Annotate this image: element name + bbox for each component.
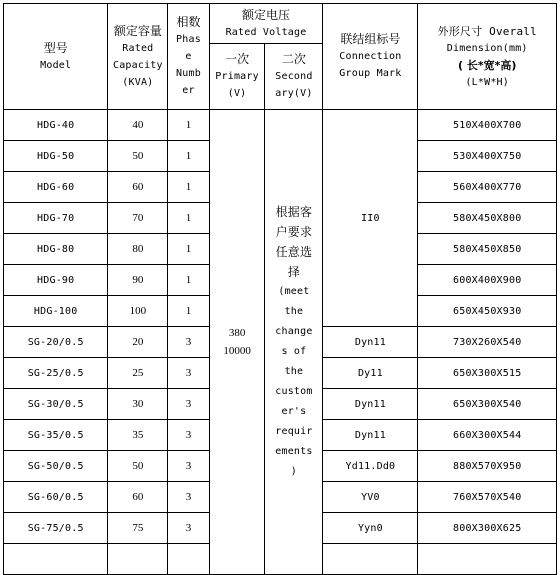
cell-dimension: 650X300X515 <box>418 358 557 389</box>
cell-dimension: 560X400X770 <box>418 172 557 203</box>
header-phase <box>168 4 209 110</box>
header-voltage-en: Rated Voltage <box>225 26 307 38</box>
cell-dimension <box>418 544 557 575</box>
cell-group-mark: YV0 <box>323 482 418 513</box>
header-voltage-cn: 额定电压 <box>242 7 291 22</box>
cell-model: SG-75/0.5 <box>4 513 108 544</box>
secondary-note-en-line: requir <box>275 426 313 437</box>
secondary-note-cn-line: 择 <box>287 265 301 279</box>
cell-model: SG-20/0.5 <box>4 327 108 358</box>
cell-group-mark: Dyn11 <box>323 327 418 358</box>
primary-voltage-value: 10000 <box>223 345 251 357</box>
cell-capacity: 100 <box>108 296 168 327</box>
header-primary-cn: 一次 <box>225 52 250 66</box>
cell-dimension: 600X400X900 <box>418 265 557 296</box>
header-secondary-en-1: Second <box>275 71 313 82</box>
spec-table-wrapper <box>3 3 557 575</box>
secondary-note-cn-line: 户要求 <box>275 225 313 239</box>
transformer-spec-table <box>3 3 557 575</box>
cell-model: SG-30/0.5 <box>4 389 108 420</box>
cell-capacity: 50 <box>108 141 168 172</box>
cell-phase: 3 <box>168 420 209 451</box>
cell-phase: 1 <box>168 296 209 327</box>
cell-group-mark: Yd11.Dd0 <box>323 451 418 482</box>
cell-capacity: 70 <box>108 203 168 234</box>
header-group <box>323 4 418 110</box>
cell-model: HDG-60 <box>4 172 108 203</box>
cell-capacity: 90 <box>108 265 168 296</box>
cell-model: SG-50/0.5 <box>4 451 108 482</box>
cell-group-mark: Dyn11 <box>323 420 418 451</box>
secondary-note-en-line: the <box>284 306 304 317</box>
cell-group-mark: Dyn11 <box>323 389 418 420</box>
header-secondary-en-2: ary(V) <box>275 88 313 99</box>
secondary-note-cn-line: 任意选 <box>275 245 313 259</box>
secondary-note-en-line: (meet <box>278 286 310 297</box>
header-capacity <box>108 4 168 110</box>
primary-voltage-value: 380 <box>228 327 246 339</box>
secondary-note-en-line: custom <box>275 386 313 397</box>
cell-dimension: 650X450X930 <box>418 296 557 327</box>
cell-phase: 3 <box>168 327 209 358</box>
cell-model: SG-25/0.5 <box>4 358 108 389</box>
header-phase-cn: 相数 <box>176 15 201 29</box>
header-secondary <box>265 44 323 110</box>
secondary-note-en-line: ements <box>275 446 313 457</box>
cell-capacity: 60 <box>108 172 168 203</box>
cell-phase: 1 <box>168 203 209 234</box>
cell-primary-voltage <box>209 110 265 575</box>
secondary-note-cn-line: 根据客 <box>275 205 313 219</box>
cell-phase: 1 <box>168 110 209 141</box>
secondary-note-en-line: s of <box>281 346 307 357</box>
header-dimension-en-2: (L*W*H) <box>465 76 509 88</box>
cell-group-mark-hdg: II0 <box>323 110 418 327</box>
cell-phase: 3 <box>168 482 209 513</box>
header-capacity-unit: (KVA) <box>122 76 154 88</box>
header-capacity-cn: 额定容量 <box>113 23 162 38</box>
header-group-en-1: Connection <box>339 51 402 62</box>
cell-model: HDG-90 <box>4 265 108 296</box>
cell-model <box>4 544 108 575</box>
secondary-note-en-line: change <box>275 326 313 337</box>
cell-model: HDG-70 <box>4 203 108 234</box>
header-primary <box>209 44 265 110</box>
cell-dimension: 880X570X950 <box>418 451 557 482</box>
cell-group-mark: Yyn0 <box>323 513 418 544</box>
cell-dimension: 660X300X544 <box>418 420 557 451</box>
cell-capacity: 20 <box>108 327 168 358</box>
cell-dimension: 580X450X850 <box>418 234 557 265</box>
header-secondary-cn: 二次 <box>281 52 306 66</box>
cell-dimension: 760X570X540 <box>418 482 557 513</box>
cell-phase: 1 <box>168 234 209 265</box>
cell-model: HDG-50 <box>4 141 108 172</box>
cell-capacity: 80 <box>108 234 168 265</box>
header-phase-en-3: Numb <box>176 68 201 79</box>
header-dimension-en: Dimension(mm) <box>446 42 528 54</box>
header-capacity-en-1: Rated <box>122 42 154 54</box>
cell-dimension: 580X450X800 <box>418 203 557 234</box>
header-dimension <box>418 4 557 110</box>
cell-capacity: 75 <box>108 513 168 544</box>
cell-capacity: 50 <box>108 451 168 482</box>
table-row <box>4 110 557 141</box>
cell-dimension: 510X400X700 <box>418 110 557 141</box>
cell-model: HDG-80 <box>4 234 108 265</box>
header-model <box>4 4 108 110</box>
cell-phase: 3 <box>168 513 209 544</box>
cell-phase: 3 <box>168 389 209 420</box>
header-model-en: Model <box>40 59 72 71</box>
header-phase-en-2: e <box>185 51 192 62</box>
cell-phase: 3 <box>168 358 209 389</box>
secondary-note-en-line: er's <box>281 406 307 417</box>
cell-phase: 1 <box>168 172 209 203</box>
cell-capacity: 40 <box>108 110 168 141</box>
cell-secondary-note <box>265 110 323 575</box>
cell-model: SG-60/0.5 <box>4 482 108 513</box>
header-voltage <box>209 4 323 44</box>
header-dimension-cn-2: ( 长*宽*高) <box>458 58 517 72</box>
cell-phase: 1 <box>168 141 209 172</box>
cell-dimension: 800X300X625 <box>418 513 557 544</box>
secondary-note-en-line: the <box>284 366 304 377</box>
cell-dimension: 650X300X540 <box>418 389 557 420</box>
cell-capacity <box>108 544 168 575</box>
cell-dimension: 530X400X750 <box>418 141 557 172</box>
cell-capacity: 25 <box>108 358 168 389</box>
header-group-en-2: Group Mark <box>339 68 402 79</box>
header-primary-unit: (V) <box>227 88 247 99</box>
cell-capacity: 35 <box>108 420 168 451</box>
cell-model: SG-35/0.5 <box>4 420 108 451</box>
cell-phase: 1 <box>168 265 209 296</box>
cell-phase <box>168 544 209 575</box>
cell-group-mark <box>323 544 418 575</box>
cell-model: HDG-100 <box>4 296 108 327</box>
header-phase-en-1: Phas <box>176 34 201 45</box>
cell-group-mark: Dy11 <box>323 358 418 389</box>
header-dimension-cn: 外形尺寸 Overall <box>437 24 537 38</box>
header-model-cn: 型号 <box>43 40 68 55</box>
header-primary-en: Primary <box>215 71 259 82</box>
cell-capacity: 30 <box>108 389 168 420</box>
cell-phase: 3 <box>168 451 209 482</box>
secondary-note-en-line: ) <box>290 466 298 477</box>
header-capacity-en-2: Capacity <box>112 59 163 71</box>
header-phase-en-4: er <box>182 85 195 96</box>
cell-dimension: 730X260X540 <box>418 327 557 358</box>
header-group-cn: 联结组标号 <box>340 32 401 46</box>
cell-capacity: 60 <box>108 482 168 513</box>
cell-model: HDG-40 <box>4 110 108 141</box>
